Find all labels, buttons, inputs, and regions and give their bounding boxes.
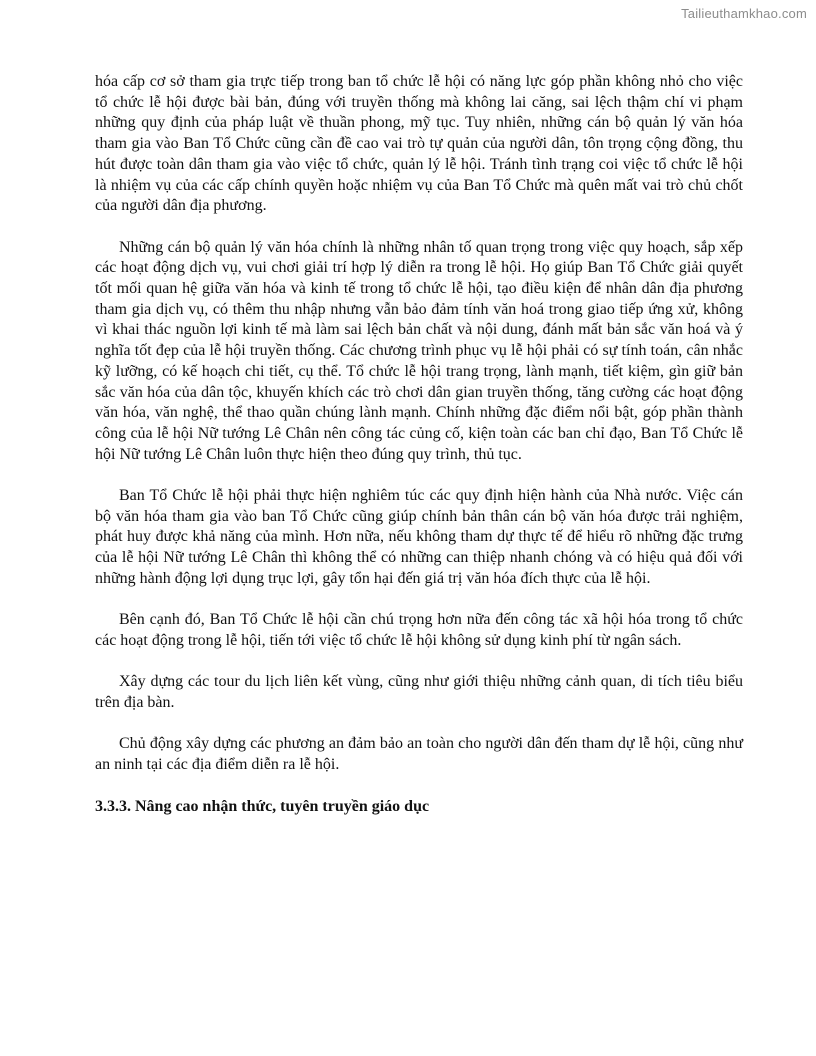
document-page bbox=[95, 72, 743, 817]
section-heading: 3.3.3. Nâng cao nhận thức, tuyên truyền giáo dục bbox=[95, 797, 430, 815]
paragraph-cultural-officials: Những cán bộ quản lý văn hóa chính là những nhân tố quan trọng trong việc quy hoạch, sắp xếp các hoạt động dịch vụ, vui chơi giải trí hợp lý diễn ra trong lễ hội. Họ giúp Ban Tổ Chức giải quyết tốt mối quan hệ giữa văn hóa và kinh tế trong tổ chức lễ hội, tạo điều kiện để nhân dân địa phương tham gia dịch vụ, có thêm thu nhập nhưng vẫn bảo đảm tính văn hoá trong giao tiếp ứng xử, không vì khai thác nguồn lợi kinh tế mà làm sai lệch bản chất và nội dung, đánh mất bản sắc văn hoá và ý nghĩa tốt đẹp của lễ hội truyền thống. Các chương trình phục vụ lễ hội phải có sự tính toán, cân nhắc kỹ lưỡng, có kế hoạch chi tiết, cụ thể. Tổ chức lễ hội trang trọng, lành mạnh, tiết kiệm, gìn giữ bản sắc văn hóa của dân tộc, khuyến khích các trò chơi dân gian truyền thống, tăng cường các hoạt động văn hóa, văn nghệ, thể thao quần chúng lành mạnh. Chính những đặc điểm nổi bật, góp phần thành công của lễ hội Nữ tướng Lê Chân nên công tác củng cố, kiện toàn các ban chỉ đạo, Ban Tổ Chức lễ hội Nữ tướng Lê Chân luôn thực hiện theo đúng quy trình, thủ tục. bbox=[95, 238, 743, 463]
paragraph-continuation: hóa cấp cơ sở tham gia trực tiếp trong ban tổ chức lễ hội có năng lực góp phần không nhỏ cho việc tổ chức lễ hội được bài bản, đúng với truyền thống mà không lai căng, sai lệch thậm chí vi phạm những quy định của pháp luật về thuần phong, mỹ tục. Tuy nhiên, những cán bộ quản lý văn hóa tham gia vào Ban Tổ Chức cũng cần đề cao vai trò tự quản của người dân, tôn trọng cộng đồng, thu hút được toàn dân tham gia vào việc tổ chức, quản lý lễ hội. Tránh tình trạng coi việc tổ chức lễ hội là nhiệm vụ của các cấp chính quyền hoặc nhiệm vụ của Ban Tổ Chức mà quên mất vai trò chủ chốt của người dân địa phương. bbox=[95, 73, 743, 215]
paragraph-tourism: Xây dựng các tour du lịch liên kết vùng, cũng như giới thiệu những cảnh quan, di tích tiêu biểu trên địa bàn. bbox=[95, 673, 743, 712]
paragraph-safety: Chủ động xây dựng các phương an đảm bảo an toàn cho người dân đến tham dự lễ hội, cũng như an ninh tại các địa điểm diễn ra lễ hội. bbox=[95, 735, 743, 774]
paragraph-socialization: Bên cạnh đó, Ban Tổ Chức lễ hội cần chú trọng hơn nữa đến công tác xã hội hóa trong tổ chức các hoạt động trong lễ hội, tiến tới việc tổ chức lễ hội không sử dụng kinh phí từ ngân sách. bbox=[95, 611, 743, 649]
paragraph-organizing-committee: Ban Tổ Chức lễ hội phải thực hiện nghiêm túc các quy định hiện hành của Nhà nước. Việc cán bộ văn hóa tham gia vào ban Tổ Chức cũng giúp chính bản thân cán bộ văn hóa được trải nghiệm, phát huy được khả năng của mình. Hơn nữa, nếu không tham dự thực tế để hiểu rõ những đặc trưng của lễ hội Nữ tướng Lê Chân thì không thể có những can thiệp nhanh chóng và có hiệu quả đối với những hành động lợi dụng trục lợi, gây tổn hại đến giá trị văn hóa đích thực của lễ hội. bbox=[95, 487, 743, 587]
watermark-text: Tailieuthamkhao.com bbox=[681, 6, 807, 21]
